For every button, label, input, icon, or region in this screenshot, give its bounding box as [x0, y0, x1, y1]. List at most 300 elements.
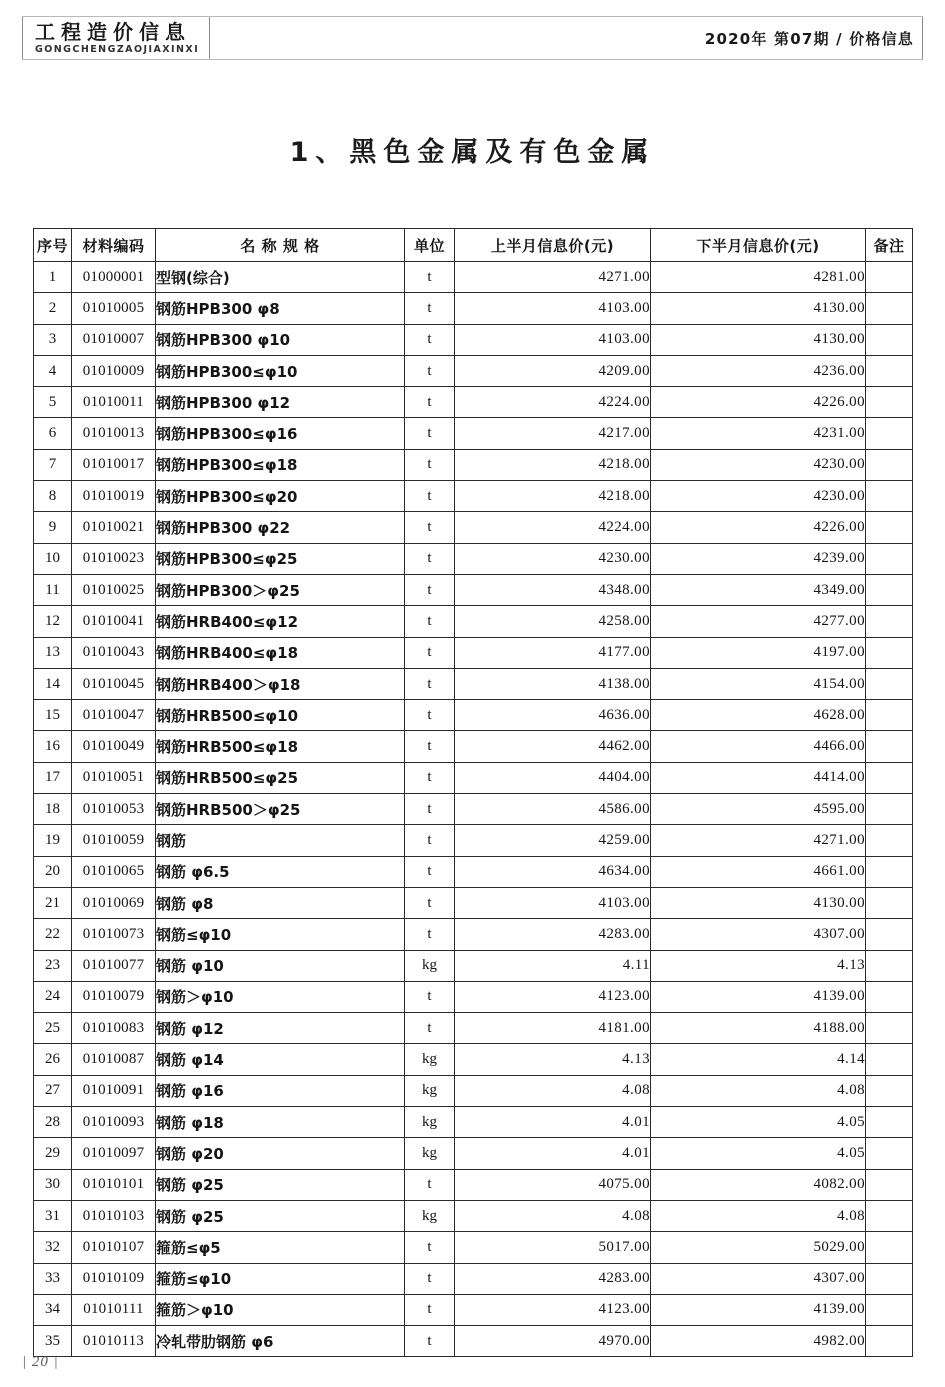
cell-name: 箍筋≤φ5	[156, 1232, 405, 1263]
cell-price-first-half: 4123.00	[455, 981, 651, 1012]
cell-remark	[866, 794, 913, 825]
cell-index: 33	[34, 1263, 72, 1294]
cell-code: 01010043	[72, 637, 156, 668]
cell-index: 5	[34, 387, 72, 418]
cell-price-first-half: 4217.00	[455, 418, 651, 449]
page-title: 1、黑色金属及有色金属	[289, 137, 656, 168]
cell-price-first-half: 5017.00	[455, 1232, 651, 1263]
cell-name: 冷轧带肋钢筋 φ6	[156, 1326, 405, 1357]
cell-remark	[866, 950, 913, 981]
table-row	[34, 950, 913, 981]
cell-price-first-half: 4.01	[455, 1138, 651, 1169]
cell-price-second-half: 4307.00	[651, 1263, 866, 1294]
cell-unit: t	[405, 825, 455, 856]
cell-index: 24	[34, 981, 72, 1012]
cell-price-second-half: 4307.00	[651, 919, 866, 950]
table-row	[34, 700, 913, 731]
cell-code: 01010041	[72, 606, 156, 637]
table-row	[34, 1294, 913, 1325]
table-row	[34, 762, 913, 793]
cell-code: 01010019	[72, 481, 156, 512]
cell-index: 12	[34, 606, 72, 637]
cell-name: 箍筋＞φ10	[156, 1294, 405, 1325]
cell-name: 钢筋 φ25	[156, 1200, 405, 1231]
cell-code: 01010091	[72, 1075, 156, 1106]
cell-unit: kg	[405, 950, 455, 981]
table-row	[34, 856, 913, 887]
cell-name: 钢筋HRB500≤φ18	[156, 731, 405, 762]
cell-price-second-half: 4230.00	[651, 481, 866, 512]
cell-remark	[866, 1075, 913, 1106]
cell-unit: kg	[405, 1044, 455, 1075]
cell-price-first-half: 4123.00	[455, 1294, 651, 1325]
cell-price-first-half: 4209.00	[455, 355, 651, 386]
table-row	[34, 1044, 913, 1075]
cell-name: 钢筋HPB300≤φ18	[156, 449, 405, 480]
cell-name: 钢筋HRB400≤φ18	[156, 637, 405, 668]
cell-remark	[866, 1232, 913, 1263]
cell-code: 01010017	[72, 449, 156, 480]
cell-unit: t	[405, 355, 455, 386]
cell-price-first-half: 4348.00	[455, 574, 651, 605]
cell-code: 01010097	[72, 1138, 156, 1169]
cell-price-second-half: 4.08	[651, 1200, 866, 1231]
cell-price-first-half: 4138.00	[455, 668, 651, 699]
cell-code: 01010023	[72, 543, 156, 574]
table-row	[34, 1263, 913, 1294]
cell-name: 钢筋＞φ10	[156, 981, 405, 1012]
cell-price-second-half: 4230.00	[651, 449, 866, 480]
cell-remark	[866, 293, 913, 324]
cell-code: 01010079	[72, 981, 156, 1012]
cell-price-second-half: 4661.00	[651, 856, 866, 887]
cell-price-second-half: 4231.00	[651, 418, 866, 449]
cell-code: 01010065	[72, 856, 156, 887]
cell-price-second-half: 4281.00	[651, 262, 866, 293]
cell-remark	[866, 574, 913, 605]
cell-remark	[866, 825, 913, 856]
cell-price-second-half: 4414.00	[651, 762, 866, 793]
page-number: | 20 |	[22, 1354, 59, 1370]
cell-code: 01010073	[72, 919, 156, 950]
cell-name: 钢筋 φ25	[156, 1169, 405, 1200]
cell-index: 8	[34, 481, 72, 512]
cell-unit: t	[405, 324, 455, 355]
cell-index: 29	[34, 1138, 72, 1169]
cell-remark	[866, 512, 913, 543]
cell-unit: t	[405, 700, 455, 731]
cell-name: 钢筋HPB300 φ10	[156, 324, 405, 355]
cell-unit: t	[405, 919, 455, 950]
table-row	[34, 919, 913, 950]
cell-name: 钢筋HRB500＞φ25	[156, 794, 405, 825]
cell-name: 钢筋 φ18	[156, 1107, 405, 1138]
cell-price-second-half: 4188.00	[651, 1013, 866, 1044]
cell-unit: t	[405, 637, 455, 668]
cell-name: 钢筋 φ14	[156, 1044, 405, 1075]
table-row	[34, 481, 913, 512]
table-row	[34, 1326, 913, 1357]
table-row	[34, 1138, 913, 1169]
cell-unit: t	[405, 731, 455, 762]
cell-code: 01000001	[72, 262, 156, 293]
cell-remark	[866, 762, 913, 793]
table-header	[34, 229, 913, 262]
cell-unit: t	[405, 512, 455, 543]
cell-index: 26	[34, 1044, 72, 1075]
cell-name: 钢筋HPB300＞φ25	[156, 574, 405, 605]
cell-price-first-half: 4103.00	[455, 324, 651, 355]
table-row	[34, 543, 913, 574]
cell-unit: t	[405, 293, 455, 324]
table-row	[34, 794, 913, 825]
cell-price-first-half: 4283.00	[455, 1263, 651, 1294]
cell-price-second-half: 4130.00	[651, 887, 866, 918]
issue-info	[691, 17, 923, 59]
cell-index: 22	[34, 919, 72, 950]
cell-remark	[866, 387, 913, 418]
col-header-name: 名 称 规 格	[156, 229, 405, 262]
cell-unit: t	[405, 762, 455, 793]
col-header-code: 材料编码	[72, 229, 156, 262]
page-masthead	[22, 16, 923, 60]
cell-code: 01010113	[72, 1326, 156, 1357]
cell-price-second-half: 4271.00	[651, 825, 866, 856]
cell-remark	[866, 1263, 913, 1294]
cell-remark	[866, 856, 913, 887]
cell-index: 4	[34, 355, 72, 386]
cell-index: 10	[34, 543, 72, 574]
cell-code: 01010013	[72, 418, 156, 449]
cell-code: 01010053	[72, 794, 156, 825]
cell-code: 01010005	[72, 293, 156, 324]
cell-code: 01010101	[72, 1169, 156, 1200]
cell-code: 01010077	[72, 950, 156, 981]
cell-unit: t	[405, 418, 455, 449]
cell-name: 钢筋HPB300≤φ16	[156, 418, 405, 449]
cell-unit: kg	[405, 1075, 455, 1106]
cell-remark	[866, 1326, 913, 1357]
cell-price-second-half: 4130.00	[651, 324, 866, 355]
cell-index: 15	[34, 700, 72, 731]
cell-unit: t	[405, 887, 455, 918]
cell-price-second-half: 4.05	[651, 1107, 866, 1138]
cell-code: 01010049	[72, 731, 156, 762]
cell-index: 32	[34, 1232, 72, 1263]
cell-name: 钢筋HPB300≤φ20	[156, 481, 405, 512]
cell-price-first-half: 4177.00	[455, 637, 651, 668]
cell-price-second-half: 4197.00	[651, 637, 866, 668]
cell-remark	[866, 637, 913, 668]
cell-index: 28	[34, 1107, 72, 1138]
table-row	[34, 981, 913, 1012]
brand-title-pinyin: GONGCHENGZAOJIAXINXI	[35, 43, 200, 55]
cell-unit: t	[405, 1013, 455, 1044]
table-row	[34, 668, 913, 699]
table-row	[34, 324, 913, 355]
cell-price-first-half: 4258.00	[455, 606, 651, 637]
cell-unit: kg	[405, 1138, 455, 1169]
cell-price-second-half: 4139.00	[651, 1294, 866, 1325]
cell-price-second-half: 4277.00	[651, 606, 866, 637]
cell-price-first-half: 4283.00	[455, 919, 651, 950]
cell-price-second-half: 5029.00	[651, 1232, 866, 1263]
cell-price-second-half: 4154.00	[651, 668, 866, 699]
cell-price-first-half: 4.11	[455, 950, 651, 981]
cell-price-first-half: 4103.00	[455, 293, 651, 324]
cell-code: 01010059	[72, 825, 156, 856]
cell-name: 箍筋≤φ10	[156, 1263, 405, 1294]
cell-price-second-half: 4139.00	[651, 981, 866, 1012]
cell-unit: kg	[405, 1107, 455, 1138]
table-row	[34, 1075, 913, 1106]
cell-price-first-half: 4075.00	[455, 1169, 651, 1200]
cell-index: 3	[34, 324, 72, 355]
cell-name: 钢筋 φ6.5	[156, 856, 405, 887]
issue-label: 2020年 第07期 / 价格信息	[704, 29, 914, 48]
cell-price-second-half: 4.13	[651, 950, 866, 981]
table-row	[34, 449, 913, 480]
cell-unit: t	[405, 1294, 455, 1325]
table-row	[34, 1200, 913, 1231]
cell-index: 1	[34, 262, 72, 293]
cell-price-second-half: 4466.00	[651, 731, 866, 762]
cell-name: 钢筋 φ20	[156, 1138, 405, 1169]
table-row	[34, 293, 913, 324]
cell-unit: t	[405, 794, 455, 825]
cell-price-first-half: 4181.00	[455, 1013, 651, 1044]
cell-price-second-half: 4.08	[651, 1075, 866, 1106]
cell-unit: t	[405, 449, 455, 480]
table-row	[34, 574, 913, 605]
cell-name: 钢筋HRB500≤φ25	[156, 762, 405, 793]
cell-code: 01010103	[72, 1200, 156, 1231]
cell-name: 钢筋HPB300≤φ25	[156, 543, 405, 574]
cell-name: 钢筋HRB500≤φ10	[156, 700, 405, 731]
cell-price-first-half: 4271.00	[455, 262, 651, 293]
cell-price-first-half: 4970.00	[455, 1326, 651, 1357]
cell-remark	[866, 981, 913, 1012]
cell-price-first-half: 4259.00	[455, 825, 651, 856]
cell-price-second-half: 4226.00	[651, 387, 866, 418]
cell-name: 钢筋 φ12	[156, 1013, 405, 1044]
col-header-unit: 单位	[405, 229, 455, 262]
table-row	[34, 825, 913, 856]
cell-code: 01010111	[72, 1294, 156, 1325]
cell-price-first-half: 4.08	[455, 1200, 651, 1231]
cell-index: 25	[34, 1013, 72, 1044]
cell-price-second-half: 4226.00	[651, 512, 866, 543]
cell-index: 13	[34, 637, 72, 668]
cell-price-first-half: 4404.00	[455, 762, 651, 793]
cell-price-first-half: 4103.00	[455, 887, 651, 918]
cell-remark	[866, 1044, 913, 1075]
table-row	[34, 731, 913, 762]
cell-index: 11	[34, 574, 72, 605]
cell-index: 34	[34, 1294, 72, 1325]
cell-index: 27	[34, 1075, 72, 1106]
cell-price-second-half: 4628.00	[651, 700, 866, 731]
col-header-remark: 备注	[866, 229, 913, 262]
cell-price-second-half: 4349.00	[651, 574, 866, 605]
table-row	[34, 1169, 913, 1200]
cell-price-second-half: 4239.00	[651, 543, 866, 574]
cell-name: 钢筋 φ8	[156, 887, 405, 918]
cell-price-first-half: 4224.00	[455, 387, 651, 418]
cell-index: 30	[34, 1169, 72, 1200]
cell-remark	[866, 1107, 913, 1138]
cell-price-first-half: 4586.00	[455, 794, 651, 825]
cell-code: 01010047	[72, 700, 156, 731]
brand-title-cn: 工程造价信息	[35, 19, 191, 44]
cell-code: 01010109	[72, 1263, 156, 1294]
cell-price-first-half: 4218.00	[455, 481, 651, 512]
cell-remark	[866, 418, 913, 449]
cell-remark	[866, 481, 913, 512]
cell-unit: t	[405, 668, 455, 699]
table-row	[34, 887, 913, 918]
cell-code: 01010051	[72, 762, 156, 793]
cell-remark	[866, 1013, 913, 1044]
table-row	[34, 1013, 913, 1044]
cell-price-second-half: 4982.00	[651, 1326, 866, 1357]
publication-brand	[22, 17, 210, 59]
cell-price-second-half: 4.14	[651, 1044, 866, 1075]
cell-code: 01010093	[72, 1107, 156, 1138]
cell-name: 钢筋≤φ10	[156, 919, 405, 950]
cell-price-first-half: 4218.00	[455, 449, 651, 480]
table-row	[34, 418, 913, 449]
table-row	[34, 512, 913, 543]
cell-remark	[866, 262, 913, 293]
cell-index: 31	[34, 1200, 72, 1231]
cell-index: 2	[34, 293, 72, 324]
cell-index: 20	[34, 856, 72, 887]
cell-remark	[866, 1138, 913, 1169]
cell-unit: t	[405, 387, 455, 418]
col-header-index: 序号	[34, 229, 72, 262]
cell-remark	[866, 543, 913, 574]
cell-price-first-half: 4.01	[455, 1107, 651, 1138]
cell-code: 01010007	[72, 324, 156, 355]
cell-name: 钢筋 φ16	[156, 1075, 405, 1106]
cell-code: 01010009	[72, 355, 156, 386]
cell-unit: t	[405, 1326, 455, 1357]
cell-index: 19	[34, 825, 72, 856]
cell-price-first-half: 4230.00	[455, 543, 651, 574]
cell-index: 35	[34, 1326, 72, 1357]
table-row	[34, 355, 913, 386]
cell-name: 钢筋 φ10	[156, 950, 405, 981]
table-row	[34, 606, 913, 637]
cell-index: 9	[34, 512, 72, 543]
cell-remark	[866, 449, 913, 480]
cell-code: 01010069	[72, 887, 156, 918]
cell-name: 型钢(综合)	[156, 262, 405, 293]
cell-index: 23	[34, 950, 72, 981]
col-header-price-second-half: 下半月信息价(元)	[651, 229, 866, 262]
cell-name: 钢筋HPB300 φ22	[156, 512, 405, 543]
cell-remark	[866, 606, 913, 637]
cell-index: 21	[34, 887, 72, 918]
cell-remark	[866, 731, 913, 762]
cell-price-first-half: 4.13	[455, 1044, 651, 1075]
cell-price-first-half: 4636.00	[455, 700, 651, 731]
cell-unit: t	[405, 856, 455, 887]
cell-index: 7	[34, 449, 72, 480]
cell-unit: t	[405, 1169, 455, 1200]
cell-price-second-half: 4130.00	[651, 293, 866, 324]
price-table	[33, 228, 913, 1357]
cell-unit: t	[405, 981, 455, 1012]
cell-index: 16	[34, 731, 72, 762]
cell-index: 6	[34, 418, 72, 449]
cell-price-first-half: 4462.00	[455, 731, 651, 762]
cell-price-first-half: 4634.00	[455, 856, 651, 887]
cell-unit: kg	[405, 1200, 455, 1231]
cell-unit: t	[405, 1263, 455, 1294]
cell-index: 18	[34, 794, 72, 825]
cell-price-second-half: 4236.00	[651, 355, 866, 386]
cell-index: 14	[34, 668, 72, 699]
table-header-row	[34, 229, 913, 262]
cell-unit: t	[405, 543, 455, 574]
cell-unit: t	[405, 574, 455, 605]
cell-price-second-half: 4.05	[651, 1138, 866, 1169]
cell-code: 01010025	[72, 574, 156, 605]
cell-price-second-half: 4082.00	[651, 1169, 866, 1200]
cell-code: 01010011	[72, 387, 156, 418]
cell-unit: t	[405, 262, 455, 293]
table-row	[34, 1107, 913, 1138]
price-table-container	[33, 228, 912, 1357]
cell-price-second-half: 4595.00	[651, 794, 866, 825]
cell-code: 01010083	[72, 1013, 156, 1044]
table-row	[34, 387, 913, 418]
cell-name: 钢筋HPB300≤φ10	[156, 355, 405, 386]
cell-code: 01010107	[72, 1232, 156, 1263]
col-header-price-first-half: 上半月信息价(元)	[455, 229, 651, 262]
cell-name: 钢筋	[156, 825, 405, 856]
cell-remark	[866, 668, 913, 699]
cell-remark	[866, 700, 913, 731]
table-row	[34, 262, 913, 293]
table-body	[34, 262, 913, 1357]
cell-remark	[866, 324, 913, 355]
cell-unit: t	[405, 481, 455, 512]
table-row	[34, 1232, 913, 1263]
cell-name: 钢筋HRB400＞φ18	[156, 668, 405, 699]
cell-name: 钢筋HPB300 φ8	[156, 293, 405, 324]
cell-unit: t	[405, 606, 455, 637]
cell-name: 钢筋HRB400≤φ12	[156, 606, 405, 637]
cell-code: 01010045	[72, 668, 156, 699]
cell-code: 01010087	[72, 1044, 156, 1075]
cell-unit: t	[405, 1232, 455, 1263]
table-row	[34, 637, 913, 668]
cell-price-first-half: 4224.00	[455, 512, 651, 543]
cell-remark	[866, 1294, 913, 1325]
cell-remark	[866, 355, 913, 386]
cell-price-first-half: 4.08	[455, 1075, 651, 1106]
cell-name: 钢筋HPB300 φ12	[156, 387, 405, 418]
cell-remark	[866, 1200, 913, 1231]
cell-remark	[866, 919, 913, 950]
cell-remark	[866, 887, 913, 918]
cell-code: 01010021	[72, 512, 156, 543]
cell-remark	[866, 1169, 913, 1200]
cell-index: 17	[34, 762, 72, 793]
